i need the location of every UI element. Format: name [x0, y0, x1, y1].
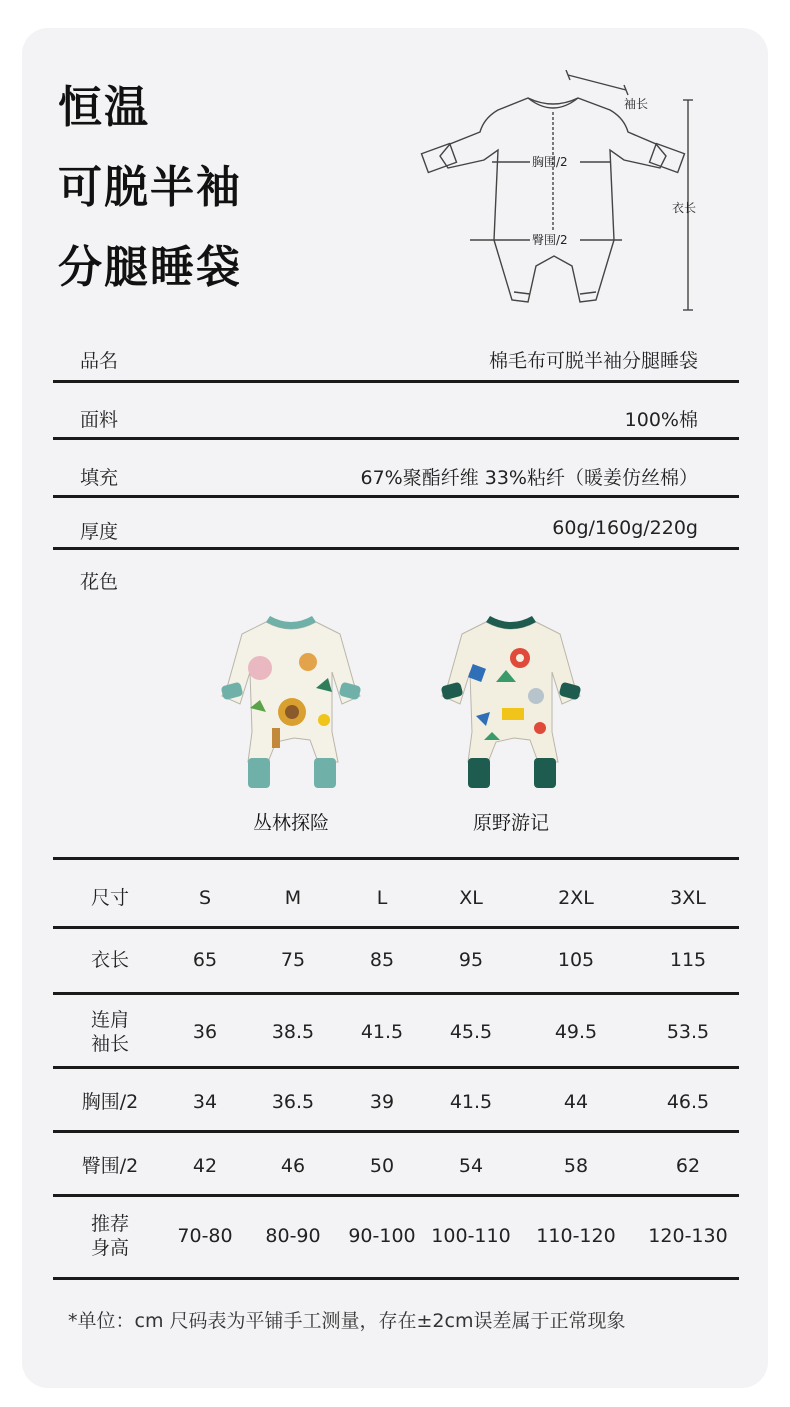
spec-value: 棉毛布可脱半袖分腿睡袋: [488, 350, 698, 372]
table-cell: 115: [669, 949, 707, 971]
product-name-jungle: 丛林探险: [252, 812, 329, 834]
table-divider: [53, 1130, 739, 1133]
table-row-label: [91, 1212, 129, 1260]
table-cell: 95: [458, 949, 484, 971]
title-line-3: 分腿睡袋: [58, 242, 242, 293]
table-cell: 53.5: [666, 1021, 710, 1043]
table-cell: 36: [192, 1021, 218, 1043]
garment-measurement-diagram: [410, 70, 740, 330]
table-cell: 44: [563, 1091, 589, 1113]
table-cell: 42: [192, 1155, 218, 1177]
spec-label: 填充: [80, 467, 119, 489]
table-cell: 46: [280, 1155, 306, 1177]
table-cell: 39: [369, 1091, 395, 1113]
table-header-size: XL: [459, 887, 483, 909]
table-cell: 110-120: [536, 1225, 616, 1247]
table-header-size: 3XL: [670, 887, 706, 909]
hip-label: 臀围/2: [532, 233, 568, 247]
table-row-label-line: 身高: [90, 1237, 130, 1259]
spec-value: 60g/160g/220g: [552, 517, 698, 539]
table-divider: [53, 1066, 739, 1069]
table-header-size: L: [376, 887, 388, 909]
table-row-label-line: 胸围/2: [81, 1091, 139, 1113]
table-row-label: [91, 1008, 129, 1056]
table-bottom-border: [53, 1277, 739, 1280]
table-cell: 85: [369, 949, 395, 971]
table-cell: 46.5: [666, 1091, 710, 1113]
table-cell: 75: [280, 949, 306, 971]
table-row-label: [82, 1090, 139, 1114]
divider: [53, 437, 739, 440]
table-header-size: 2XL: [558, 887, 594, 909]
product-name-wild: 原野游记: [472, 812, 549, 834]
table-cell: 80-90: [265, 1225, 321, 1247]
table-header-size: S: [198, 887, 212, 909]
table-cell: 49.5: [554, 1021, 598, 1043]
table-header-size: M: [284, 887, 302, 909]
table-cell: 120-130: [648, 1225, 728, 1247]
table-cell: 36.5: [271, 1091, 315, 1113]
title-line-1: 恒温: [58, 82, 150, 133]
table-divider: [53, 1194, 739, 1197]
table-cell: 50: [369, 1155, 395, 1177]
table-row-label-line: 连肩: [90, 1009, 130, 1031]
chest-label: 胸围/2: [532, 155, 568, 169]
title-line-2: 可脱半袖: [58, 162, 242, 213]
table-cell: 41.5: [449, 1091, 493, 1113]
product-image-jungle: [220, 612, 362, 802]
table-row-label: [91, 948, 129, 972]
table-cell: 41.5: [360, 1021, 404, 1043]
table-cell: 65: [192, 949, 218, 971]
divider: [53, 380, 739, 383]
table-header-label: 尺寸: [90, 887, 130, 909]
table-row-label-line: 衣长: [90, 949, 130, 971]
table-row-label-line: 臀围/2: [81, 1155, 139, 1177]
spec-label: 品名: [80, 350, 119, 372]
divider: [53, 495, 739, 498]
spec-value: 67%聚酯纤维 33%粘纤（暖姜仿丝棉）: [360, 467, 698, 489]
table-divider: [53, 992, 739, 995]
table-cell: 62: [675, 1155, 701, 1177]
table-cell: 54: [458, 1155, 484, 1177]
sleeve-length-label: 袖长: [624, 97, 649, 111]
table-row-label: [82, 1154, 139, 1178]
spec-label: 花色: [80, 571, 119, 593]
table-cell: 90-100: [348, 1225, 416, 1247]
table-cell: 58: [563, 1155, 589, 1177]
table-divider: [53, 926, 739, 929]
table-cell: 38.5: [271, 1021, 315, 1043]
table-cell: 70-80: [177, 1225, 233, 1247]
spec-label: 面料: [80, 409, 119, 431]
divider: [53, 547, 739, 550]
table-cell: 100-110: [431, 1225, 511, 1247]
table-cell: 34: [192, 1091, 218, 1113]
table-cell: 105: [557, 949, 595, 971]
spec-label: 厚度: [80, 521, 119, 543]
product-image-wild: [440, 612, 582, 802]
spec-value: 100%棉: [624, 409, 698, 431]
table-row-label-line: 袖长: [90, 1033, 130, 1055]
table-row-label-line: 推荐: [90, 1213, 130, 1235]
table-top-border: [53, 857, 739, 860]
table-cell: 45.5: [449, 1021, 493, 1043]
footnote: *单位：cm 尺码表为平铺手工测量，存在±2cm误差属于正常现象: [68, 1310, 626, 1332]
length-label: 衣长: [672, 201, 697, 215]
